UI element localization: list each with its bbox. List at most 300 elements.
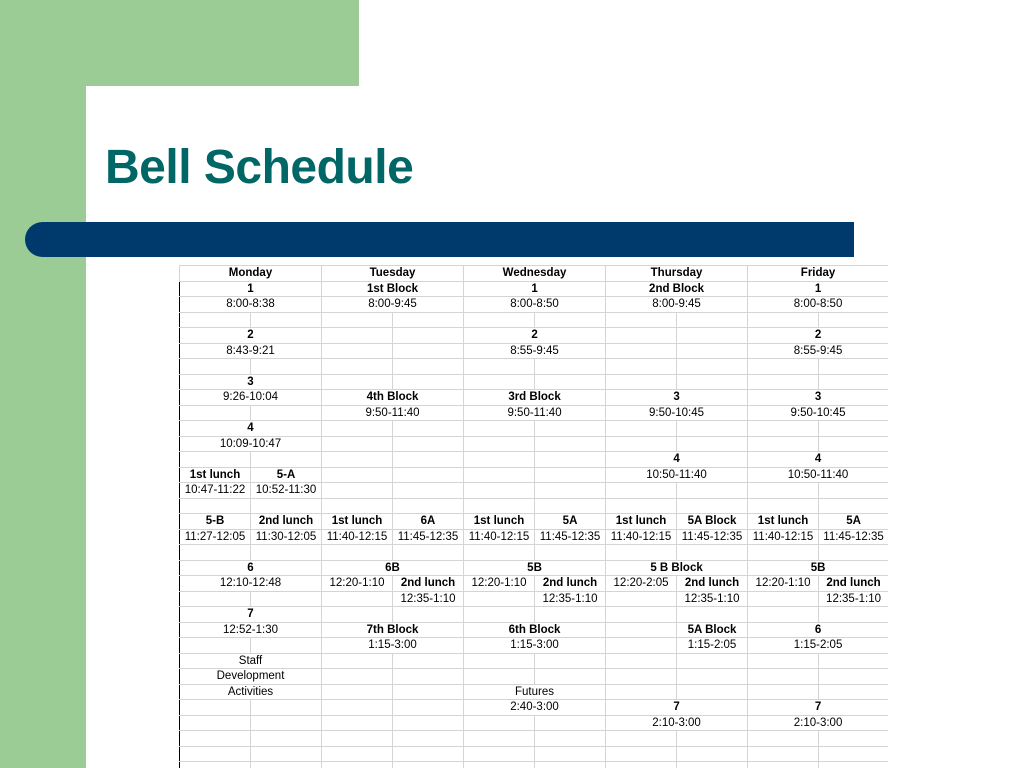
schedule-cell xyxy=(180,405,251,421)
schedule-cell: 11:45-12:35 xyxy=(535,529,606,545)
table-header-row xyxy=(180,266,889,282)
empty-cell xyxy=(393,483,464,499)
schedule-cell: 1:15-3:00 xyxy=(322,638,464,654)
empty-cell xyxy=(535,312,606,328)
table-row xyxy=(180,576,889,592)
schedule-cell: 2 xyxy=(464,328,606,344)
schedule-cell: 10:47-11:22 xyxy=(180,483,251,499)
empty-cell xyxy=(464,545,535,561)
schedule-cell xyxy=(322,591,393,607)
schedule-cell: 3rd Block xyxy=(464,390,606,406)
empty-cell xyxy=(677,483,748,499)
empty-cell xyxy=(748,669,819,685)
empty-cell xyxy=(677,762,748,768)
schedule-cell xyxy=(322,452,393,468)
schedule-cell xyxy=(251,591,322,607)
empty-cell xyxy=(535,653,606,669)
table-row xyxy=(180,607,889,623)
schedule-cell: 1st lunch xyxy=(180,467,251,483)
empty-cell xyxy=(464,653,535,669)
table-row xyxy=(180,514,889,530)
empty-cell xyxy=(819,436,888,452)
empty-cell xyxy=(677,653,748,669)
schedule-cell xyxy=(393,467,464,483)
schedule-cell: 12:35-1:10 xyxy=(535,591,606,607)
empty-cell xyxy=(606,359,677,375)
schedule-cell: 8:00-8:50 xyxy=(748,297,888,313)
empty-cell xyxy=(748,374,819,390)
table-row xyxy=(180,467,889,483)
empty-cell xyxy=(251,312,322,328)
table-row xyxy=(180,591,889,607)
empty-cell xyxy=(606,498,677,514)
empty-cell xyxy=(180,312,251,328)
empty-cell xyxy=(393,436,464,452)
bell-schedule-table-container xyxy=(179,265,888,768)
schedule-cell: 2:10-3:00 xyxy=(748,715,888,731)
schedule-cell: 11:45-12:35 xyxy=(677,529,748,545)
empty-cell xyxy=(180,746,251,762)
schedule-cell xyxy=(180,715,251,731)
empty-cell xyxy=(251,746,322,762)
empty-cell xyxy=(180,545,251,561)
schedule-cell xyxy=(393,328,464,344)
schedule-cell: 7 xyxy=(606,700,748,716)
table-row xyxy=(180,731,889,747)
schedule-cell: 9:50-10:45 xyxy=(748,405,888,421)
schedule-cell: 8:55-9:45 xyxy=(748,343,888,359)
schedule-cell: 5B xyxy=(748,560,888,576)
table-row xyxy=(180,281,889,297)
table-row xyxy=(180,653,889,669)
empty-cell xyxy=(819,312,888,328)
title-divider-bar xyxy=(25,222,854,257)
schedule-cell: 11:27-12:05 xyxy=(180,529,251,545)
empty-cell xyxy=(464,607,535,623)
empty-cell xyxy=(464,436,535,452)
empty-cell xyxy=(677,746,748,762)
schedule-cell: 9:50-10:45 xyxy=(606,405,748,421)
schedule-cell xyxy=(322,328,393,344)
empty-cell xyxy=(322,421,393,437)
empty-cell xyxy=(464,669,535,685)
schedule-cell: 12:20-1:10 xyxy=(322,576,393,592)
schedule-cell: 5-A xyxy=(251,467,322,483)
empty-cell xyxy=(180,731,251,747)
empty-cell xyxy=(535,483,606,499)
empty-cell xyxy=(464,731,535,747)
empty-cell xyxy=(748,762,819,768)
empty-cell xyxy=(535,498,606,514)
empty-cell xyxy=(606,746,677,762)
table-row xyxy=(180,343,889,359)
empty-cell xyxy=(819,374,888,390)
empty-cell xyxy=(748,653,819,669)
table-row xyxy=(180,436,889,452)
schedule-cell xyxy=(606,343,677,359)
empty-cell xyxy=(535,731,606,747)
schedule-cell xyxy=(393,684,464,700)
table-row xyxy=(180,297,889,313)
schedule-cell: 2:40-3:00 xyxy=(464,700,606,716)
schedule-cell xyxy=(322,684,393,700)
schedule-cell: 2nd lunch xyxy=(535,576,606,592)
empty-cell xyxy=(606,436,677,452)
schedule-cell xyxy=(393,343,464,359)
table-row xyxy=(180,560,889,576)
table-row xyxy=(180,545,889,561)
schedule-cell: 8:00-9:45 xyxy=(606,297,748,313)
schedule-cell: 1st lunch xyxy=(748,514,819,530)
schedule-cell: 6th Block xyxy=(464,622,606,638)
day-header-cell: Wednesday xyxy=(464,266,606,282)
empty-cell xyxy=(180,762,251,768)
table-row xyxy=(180,374,889,390)
schedule-cell: 11:45-12:35 xyxy=(393,529,464,545)
empty-cell xyxy=(677,684,748,700)
schedule-cell: 2nd lunch xyxy=(251,514,322,530)
day-header-cell: Friday xyxy=(748,266,888,282)
empty-cell xyxy=(393,359,464,375)
schedule-cell: 11:40-12:15 xyxy=(748,529,819,545)
table-row xyxy=(180,498,889,514)
schedule-cell xyxy=(393,700,464,716)
schedule-cell: 12:20-2:05 xyxy=(606,576,677,592)
schedule-cell xyxy=(180,700,251,716)
schedule-cell: 12:35-1:10 xyxy=(819,591,888,607)
schedule-cell: 12:52-1:30 xyxy=(180,622,322,638)
empty-cell xyxy=(677,545,748,561)
schedule-cell xyxy=(251,452,322,468)
schedule-cell: 8:00-8:38 xyxy=(180,297,322,313)
schedule-cell xyxy=(606,328,677,344)
empty-cell xyxy=(322,669,393,685)
empty-cell xyxy=(393,545,464,561)
table-row xyxy=(180,452,889,468)
empty-cell xyxy=(606,653,677,669)
empty-cell xyxy=(322,607,393,623)
schedule-cell xyxy=(464,452,535,468)
table-row xyxy=(180,421,889,437)
schedule-cell: 5A xyxy=(819,514,888,530)
schedule-cell: Activities xyxy=(180,684,322,700)
empty-cell xyxy=(322,436,393,452)
empty-cell xyxy=(322,374,393,390)
schedule-cell xyxy=(251,405,322,421)
schedule-cell xyxy=(322,467,393,483)
schedule-cell: 12:35-1:10 xyxy=(677,591,748,607)
schedule-cell: 8:55-9:45 xyxy=(464,343,606,359)
empty-cell xyxy=(606,483,677,499)
table-row xyxy=(180,405,889,421)
empty-cell xyxy=(322,483,393,499)
empty-cell xyxy=(180,498,251,514)
schedule-cell: 1:15-3:00 xyxy=(464,638,606,654)
schedule-cell: 5A xyxy=(535,514,606,530)
schedule-cell: 3 xyxy=(180,374,322,390)
empty-cell xyxy=(748,421,819,437)
schedule-cell: 1st Block xyxy=(322,281,464,297)
empty-cell xyxy=(748,359,819,375)
schedule-cell: 7 xyxy=(748,700,888,716)
empty-cell xyxy=(748,483,819,499)
table-row xyxy=(180,669,889,685)
empty-cell xyxy=(322,653,393,669)
slide-title: Bell Schedule xyxy=(105,141,414,194)
empty-cell xyxy=(251,731,322,747)
schedule-cell: Staff xyxy=(180,653,322,669)
schedule-cell: 8:00-9:45 xyxy=(322,297,464,313)
schedule-cell: 3 xyxy=(606,390,748,406)
schedule-cell: 4 xyxy=(606,452,748,468)
empty-cell xyxy=(322,746,393,762)
table-row xyxy=(180,762,889,768)
empty-cell xyxy=(322,312,393,328)
empty-cell xyxy=(535,607,606,623)
schedule-cell: 7th Block xyxy=(322,622,464,638)
empty-cell xyxy=(606,607,677,623)
empty-cell xyxy=(393,374,464,390)
table-row xyxy=(180,746,889,762)
schedule-cell: 6 xyxy=(180,560,322,576)
schedule-cell: 1 xyxy=(748,281,888,297)
empty-cell xyxy=(748,746,819,762)
schedule-cell: 10:50-11:40 xyxy=(606,467,748,483)
schedule-cell: 8:43-9:21 xyxy=(180,343,322,359)
schedule-cell: 5A Block xyxy=(677,622,748,638)
schedule-cell: Futures xyxy=(464,684,606,700)
empty-cell xyxy=(180,359,251,375)
schedule-cell: 5A Block xyxy=(677,514,748,530)
empty-cell xyxy=(819,762,888,768)
schedule-cell: 2nd lunch xyxy=(819,576,888,592)
table-row xyxy=(180,483,889,499)
schedule-cell: 1st lunch xyxy=(606,514,677,530)
table-row xyxy=(180,638,889,654)
table-row xyxy=(180,312,889,328)
empty-cell xyxy=(393,498,464,514)
empty-cell xyxy=(606,312,677,328)
empty-cell xyxy=(464,498,535,514)
empty-cell xyxy=(251,545,322,561)
table-row xyxy=(180,684,889,700)
schedule-cell xyxy=(180,452,251,468)
schedule-cell: 2 xyxy=(748,328,888,344)
empty-cell xyxy=(535,762,606,768)
table-row xyxy=(180,715,889,731)
bell-schedule-table xyxy=(179,265,888,768)
schedule-cell: 4 xyxy=(748,452,888,468)
empty-cell xyxy=(819,421,888,437)
schedule-cell xyxy=(464,591,535,607)
schedule-cell: 11:40-12:15 xyxy=(464,529,535,545)
schedule-cell xyxy=(535,715,606,731)
empty-cell xyxy=(606,684,677,700)
empty-cell xyxy=(606,374,677,390)
empty-cell xyxy=(677,669,748,685)
empty-cell xyxy=(251,359,322,375)
table-row xyxy=(180,359,889,375)
schedule-cell xyxy=(322,715,393,731)
empty-cell xyxy=(322,359,393,375)
empty-cell xyxy=(535,421,606,437)
schedule-cell: 8:00-8:50 xyxy=(464,297,606,313)
schedule-cell: 6B xyxy=(322,560,464,576)
empty-cell xyxy=(464,374,535,390)
empty-cell xyxy=(748,545,819,561)
schedule-cell: 11:40-12:15 xyxy=(606,529,677,545)
empty-cell xyxy=(819,498,888,514)
schedule-cell: 4 xyxy=(180,421,322,437)
empty-cell xyxy=(677,374,748,390)
empty-cell xyxy=(677,436,748,452)
schedule-cell xyxy=(606,638,677,654)
empty-cell xyxy=(251,762,322,768)
empty-cell xyxy=(606,421,677,437)
schedule-cell xyxy=(251,638,322,654)
empty-cell xyxy=(464,421,535,437)
empty-cell xyxy=(748,607,819,623)
schedule-cell xyxy=(393,715,464,731)
schedule-cell: 12:10-12:48 xyxy=(180,576,322,592)
schedule-cell: 10:50-11:40 xyxy=(748,467,888,483)
schedule-cell xyxy=(322,700,393,716)
empty-cell xyxy=(393,746,464,762)
empty-cell xyxy=(677,421,748,437)
schedule-cell: 2:10-3:00 xyxy=(606,715,748,731)
empty-cell xyxy=(393,312,464,328)
empty-cell xyxy=(535,359,606,375)
schedule-cell xyxy=(535,452,606,468)
schedule-cell: 1 xyxy=(464,281,606,297)
schedule-cell xyxy=(251,715,322,731)
schedule-cell xyxy=(322,343,393,359)
empty-cell xyxy=(393,669,464,685)
schedule-cell: 1 xyxy=(180,281,322,297)
empty-cell xyxy=(393,653,464,669)
schedule-cell: 9:50-11:40 xyxy=(464,405,606,421)
schedule-cell xyxy=(464,467,535,483)
schedule-cell: 10:52-11:30 xyxy=(251,483,322,499)
empty-cell xyxy=(535,374,606,390)
empty-cell xyxy=(819,731,888,747)
empty-cell xyxy=(322,731,393,747)
table-row xyxy=(180,390,889,406)
schedule-cell: 1:15-2:05 xyxy=(677,638,748,654)
table-row xyxy=(180,622,889,638)
schedule-cell: 2nd Block xyxy=(606,281,748,297)
schedule-cell: 12:35-1:10 xyxy=(393,591,464,607)
schedule-cell: 1st lunch xyxy=(464,514,535,530)
schedule-cell: 2nd lunch xyxy=(677,576,748,592)
empty-cell xyxy=(535,669,606,685)
schedule-cell: Development xyxy=(180,669,322,685)
empty-cell xyxy=(748,312,819,328)
empty-cell xyxy=(677,498,748,514)
schedule-cell: 1st lunch xyxy=(322,514,393,530)
empty-cell xyxy=(535,545,606,561)
schedule-cell: 2 xyxy=(180,328,322,344)
empty-cell xyxy=(677,312,748,328)
day-header-cell: Monday xyxy=(180,266,322,282)
schedule-cell: 12:20-1:10 xyxy=(748,576,819,592)
table-row xyxy=(180,700,889,716)
table-row xyxy=(180,529,889,545)
empty-cell xyxy=(464,762,535,768)
schedule-cell: 6A xyxy=(393,514,464,530)
empty-cell xyxy=(677,607,748,623)
schedule-cell: 5B xyxy=(464,560,606,576)
empty-cell xyxy=(819,684,888,700)
empty-cell xyxy=(677,731,748,747)
empty-cell xyxy=(748,731,819,747)
day-header-cell: Thursday xyxy=(606,266,748,282)
empty-cell xyxy=(393,762,464,768)
schedule-cell: 11:30-12:05 xyxy=(251,529,322,545)
empty-cell xyxy=(819,746,888,762)
schedule-cell: 9:50-11:40 xyxy=(322,405,464,421)
empty-cell xyxy=(464,746,535,762)
schedule-cell: 1:15-2:05 xyxy=(748,638,888,654)
empty-cell xyxy=(606,669,677,685)
green-accent-left xyxy=(0,0,86,768)
schedule-cell: 11:40-12:15 xyxy=(322,529,393,545)
schedule-cell xyxy=(535,467,606,483)
schedule-cell xyxy=(606,622,677,638)
empty-cell xyxy=(464,359,535,375)
schedule-cell: 9:26-10:04 xyxy=(180,390,322,406)
schedule-cell xyxy=(180,591,251,607)
schedule-cell: 7 xyxy=(180,607,322,623)
schedule-cell: 5 B Block xyxy=(606,560,748,576)
empty-cell xyxy=(819,359,888,375)
schedule-cell: 3 xyxy=(748,390,888,406)
empty-cell xyxy=(606,731,677,747)
schedule-cell: 5-B xyxy=(180,514,251,530)
schedule-cell: 11:45-12:35 xyxy=(819,529,888,545)
schedule-cell xyxy=(180,638,251,654)
empty-cell xyxy=(322,545,393,561)
day-header-cell: Tuesday xyxy=(322,266,464,282)
schedule-cell xyxy=(677,328,748,344)
empty-cell xyxy=(606,545,677,561)
schedule-cell xyxy=(251,700,322,716)
schedule-cell xyxy=(464,715,535,731)
empty-cell xyxy=(322,762,393,768)
schedule-cell: 10:09-10:47 xyxy=(180,436,322,452)
schedule-cell xyxy=(748,591,819,607)
empty-cell xyxy=(677,359,748,375)
schedule-cell: 12:20-1:10 xyxy=(464,576,535,592)
empty-cell xyxy=(535,436,606,452)
empty-cell xyxy=(393,731,464,747)
empty-cell xyxy=(819,607,888,623)
empty-cell xyxy=(464,483,535,499)
empty-cell xyxy=(819,483,888,499)
empty-cell xyxy=(464,312,535,328)
schedule-cell: 4th Block xyxy=(322,390,464,406)
empty-cell xyxy=(819,545,888,561)
table-row xyxy=(180,328,889,344)
empty-cell xyxy=(606,762,677,768)
empty-cell xyxy=(535,746,606,762)
empty-cell xyxy=(748,498,819,514)
empty-cell xyxy=(748,436,819,452)
empty-cell xyxy=(393,607,464,623)
schedule-cell: 2nd lunch xyxy=(393,576,464,592)
empty-cell xyxy=(819,653,888,669)
green-accent-top xyxy=(86,0,359,86)
